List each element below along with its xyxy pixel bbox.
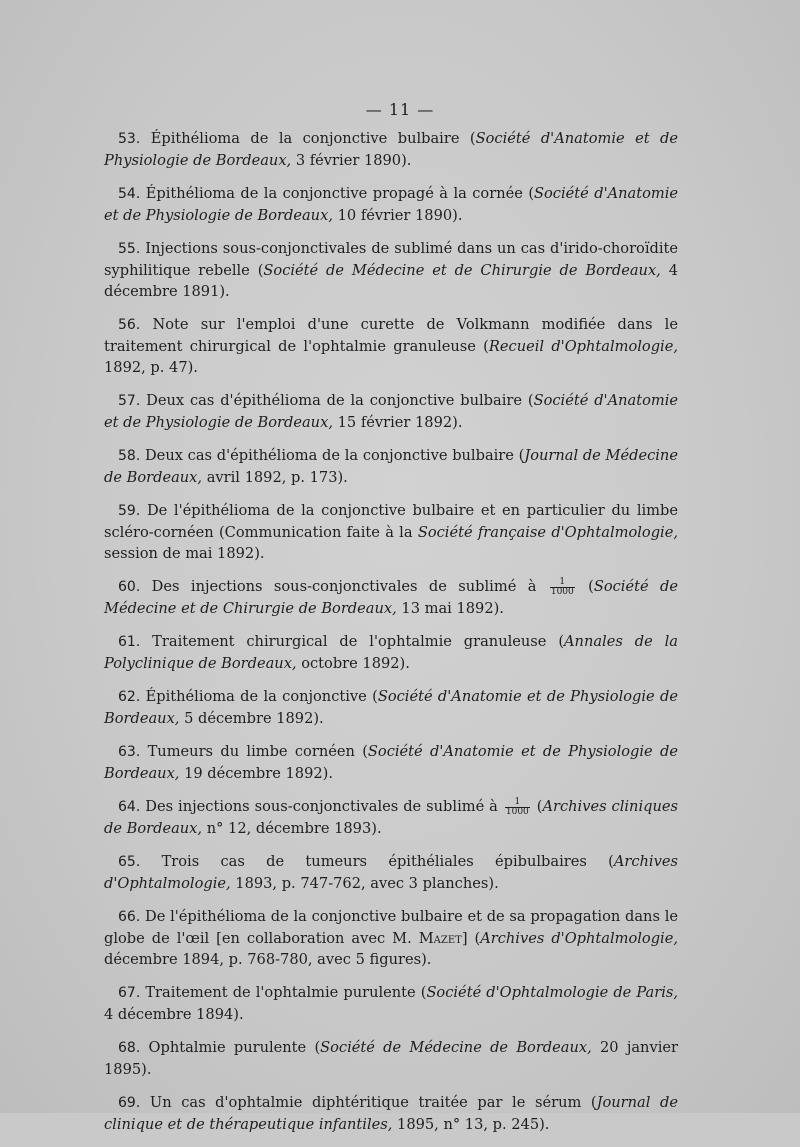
- entry-details: avril 1892, p. 173).: [202, 469, 348, 486]
- entry-source: Société d'Ophtalmologie de Paris,: [426, 984, 678, 1001]
- entry-details: 5 décembre 1892).: [179, 710, 324, 727]
- list-item: 67. Traitement de l'ophtalmie purulente (Société d'Ophtalmologie de Paris, 4 décembre 1894).: [104, 984, 678, 1023]
- list-item: 65. Trois cas de tumeurs épithéliales épibulbaires (Archives d'Ophtalmologie, 1893, p. 747-762, avec 3 planches).: [104, 853, 678, 892]
- entry-number: 68.: [118, 1040, 141, 1056]
- entry-number: 60.: [118, 579, 141, 595]
- entry-title: Des injections sous-conjonctivales de sublimé à: [145, 798, 498, 815]
- entry-details: décembre 1894, p. 768-780, avec 5 figures).: [104, 951, 432, 968]
- entry-source: Société d'Anatomie et de Physiologie de Bordeaux,: [104, 392, 678, 431]
- entry-source: Recueil d'Ophtalmologie,: [488, 338, 678, 355]
- entry-title: Des injections sous-conjonctivales de sublimé à: [151, 578, 537, 595]
- entry-title: Épithélioma de la conjonctive: [145, 688, 367, 705]
- bibliography-list: [104, 128, 678, 1147]
- list-item: 60. Des injections sous-conjonctivales de sublimé à $\frac{1}{1000}$ (Société de Médecine et de Chirurgie de Bordeaux, 13 mai 1892).: [104, 576, 678, 617]
- entry-title: Deux cas d'épithélioma de la conjonctive bulbaire: [146, 392, 522, 409]
- entry-number: 58.: [118, 448, 141, 464]
- entry-source: Société d'Anatomie et de Physiologie de Bordeaux,: [104, 185, 679, 224]
- entry-number: 63.: [118, 744, 141, 760]
- fraction-denominator: 1000: [550, 586, 574, 597]
- entry-number: 62.: [118, 689, 141, 705]
- entry-source: Société de Médecine et de Chirurgie de Bordeaux,: [104, 578, 678, 617]
- list-item: 64. Des injections sous-conjonctivales de sublimé à $\frac{1}{1000}$ (Archives cliniques de Bordeaux, n° 12, décembre 1893).: [104, 796, 678, 837]
- entry-number: 67.: [118, 985, 141, 1001]
- entry-source: Société d'Anatomie et de Physiologie de Bordeaux,: [104, 130, 678, 169]
- entry-source: Annales de la Polyclinique de Bordeaux,: [104, 633, 678, 672]
- entry-title: Deux cas d'épithélioma de la conjonctive bulbaire: [144, 447, 514, 464]
- entry-source: Société de Médecine et de Chirurgie de Bordeaux,: [263, 262, 661, 279]
- list-item: [104, 500, 678, 564]
- entry-number: 61.: [118, 634, 141, 650]
- list-item: 63. Tumeurs du limbe cornéen (Société d'Anatomie et de Physiologie de Bordeaux, 19 décembre 1892).: [104, 743, 678, 782]
- entry-source: Journal de Médecine de Bordeaux,: [104, 447, 678, 486]
- list-item: 54. Épithélioma de la conjonctive propagé à la cornée (Société d'Anatomie et de Physiologie de Bordeaux, 10 février 1890).: [104, 185, 679, 224]
- entry-title: Épithélioma de la conjonctive propagé à la cornée: [145, 185, 523, 202]
- entry-source: Société d'Anatomie et de Physiologie de Bordeaux,: [104, 688, 678, 727]
- entry-details: session de mai 1892).: [104, 545, 265, 562]
- entry-title: Tumeurs du limbe cornéen: [147, 743, 355, 760]
- fraction-numerator: 1: [550, 578, 575, 588]
- list-item: 55. Injections sous-conjonctivales de sublimé dans un cas d'irido-choroïdite syphilitique rebelle (Société de Médecine et de Chirurgie de Bordeaux, 4 décembre 1891).: [104, 240, 679, 300]
- list-item: 56. Note sur l'emploi d'une curette de Volkmann modifiée dans le traitement chirurgical de l'ophtalmie granuleuse (Recueil d'Ophtalmologie, 1892, p. 47).: [104, 316, 678, 376]
- entry-source: Archives d'Ophtalmologie,: [104, 853, 678, 892]
- entry-source: Société de Médecine de Bordeaux,: [320, 1039, 592, 1056]
- entry-number: 54.: [118, 186, 141, 202]
- entry-details: 13 mai 1892).: [396, 600, 504, 617]
- entry-number: 69.: [118, 1095, 141, 1111]
- entry-source: Journal de clinique et de thérapeutique infantiles,: [104, 1094, 678, 1133]
- entry-title: Traitement de l'ophtalmie purulente: [145, 984, 416, 1001]
- entry-details: 10 février 1890).: [332, 207, 463, 224]
- entry-details: 1895, n° 13, p. 245).: [392, 1116, 550, 1133]
- entry-source: Société française d'Ophtalmologie,: [417, 524, 678, 541]
- list-item: 58. Deux cas d'épithélioma de la conjonctive bulbaire (Journal de Médecine de Bordeaux, avril 1892, p. 173).: [104, 447, 678, 486]
- page-number: — 11 —: [365, 100, 435, 119]
- entry-number: 56.: [118, 317, 141, 333]
- entry-title: Épithélioma de la conjonctive bulbaire: [150, 130, 460, 147]
- entry-title: Un cas d'ophtalmie diphtéritique traitée par le sérum: [149, 1094, 582, 1111]
- entry-title: Traitement chirurgical de l'ophtalmie granuleuse: [152, 633, 547, 650]
- entry-title: Note sur l'emploi d'une curette de Volkmann modifiée dans le traitement chirurgical de l'ophtalmie granuleuse: [104, 316, 678, 355]
- list-item: 57. Deux cas d'épithélioma de la conjonctive bulbaire (Société d'Anatomie et de Physiologie de Bordeaux, 15 février 1892).: [104, 392, 678, 431]
- entry-details: 20 janvier 1895).: [104, 1039, 678, 1078]
- entry-number: 57.: [118, 393, 141, 409]
- entry-number: 66.: [118, 909, 141, 925]
- list-item: 69. Un cas d'ophtalmie diphtéritique traitée par le sérum (Journal de clinique et de thérapeutique infantiles, 1895, n° 13, p. 245).: [104, 1094, 678, 1133]
- entry-source: Archives cliniques de Bordeaux,: [104, 798, 678, 837]
- entry-title: Trois cas de tumeurs épithéliales épibulbaires: [161, 853, 587, 870]
- list-item: 68. Ophtalmie purulente (Société de Médecine de Bordeaux, 20 janvier 1895).: [104, 1039, 678, 1078]
- list-item: 53. Épithélioma de la conjonctive bulbaire (Société d'Anatomie et de Physiologie de Bordeaux, 3 février 1890).: [104, 130, 678, 169]
- entry-details: 1892, p. 47).: [104, 359, 198, 376]
- entry-details: 1893, p. 747-762, avec 3 planches).: [230, 875, 499, 892]
- entry-details: 19 décembre 1892).: [179, 765, 333, 782]
- list-item: 61. Traitement chirurgical de l'ophtalmie granuleuse (Annales de la Polyclinique de Bordeaux, octobre 1892).: [104, 633, 678, 672]
- entry-number: 53.: [118, 131, 141, 147]
- fraction-numerator: 1: [505, 798, 530, 808]
- entry-title: De l'épithélioma de la conjonctive bulbaire et de sa propagation dans le globe de l'œil [en collaboration avec M.: [104, 908, 678, 947]
- entry-details: octobre 1892).: [296, 655, 410, 672]
- list-item: 62. Épithélioma de la conjonctive (Société d'Anatomie et de Physiologie de Bordeaux, 5 décembre 1892).: [104, 688, 678, 727]
- fraction-denominator: 1000: [505, 806, 529, 817]
- list-item: [104, 906, 678, 970]
- entry-details: 15 février 1892).: [332, 414, 463, 431]
- entry-title-cont: ] (: [461, 930, 481, 947]
- entry-title: De l'épithélioma de la conjonctive bulbaire et en particulier du limbe scléro-cornéen (Communication faite à la: [104, 502, 678, 541]
- collaborator-name: Mazet: [418, 930, 462, 947]
- entry-details: 4 décembre 1891).: [104, 262, 678, 300]
- fraction: [550, 578, 575, 597]
- entry-number: 65.: [118, 854, 141, 870]
- fraction: [505, 798, 530, 817]
- entry-number: 64.: [118, 799, 141, 815]
- entry-details: n° 12, décembre 1893).: [202, 820, 382, 837]
- entry-number: 59.: [118, 503, 141, 519]
- entry-details: 3 février 1890).: [291, 152, 412, 169]
- entry-number: 55.: [118, 241, 141, 257]
- entry-source: Société d'Anatomie et de Physiologie de Bordeaux,: [104, 743, 678, 782]
- entry-title: Ophtalmie purulente: [148, 1039, 307, 1056]
- entry-title: Injections sous-conjonctivales de sublimé dans un cas d'irido-choroïdite syphilitique rebelle: [104, 240, 679, 279]
- entry-source: Archives d'Ophtalmologie,: [480, 930, 678, 947]
- entry-details: 4 décembre 1894).: [104, 1006, 244, 1023]
